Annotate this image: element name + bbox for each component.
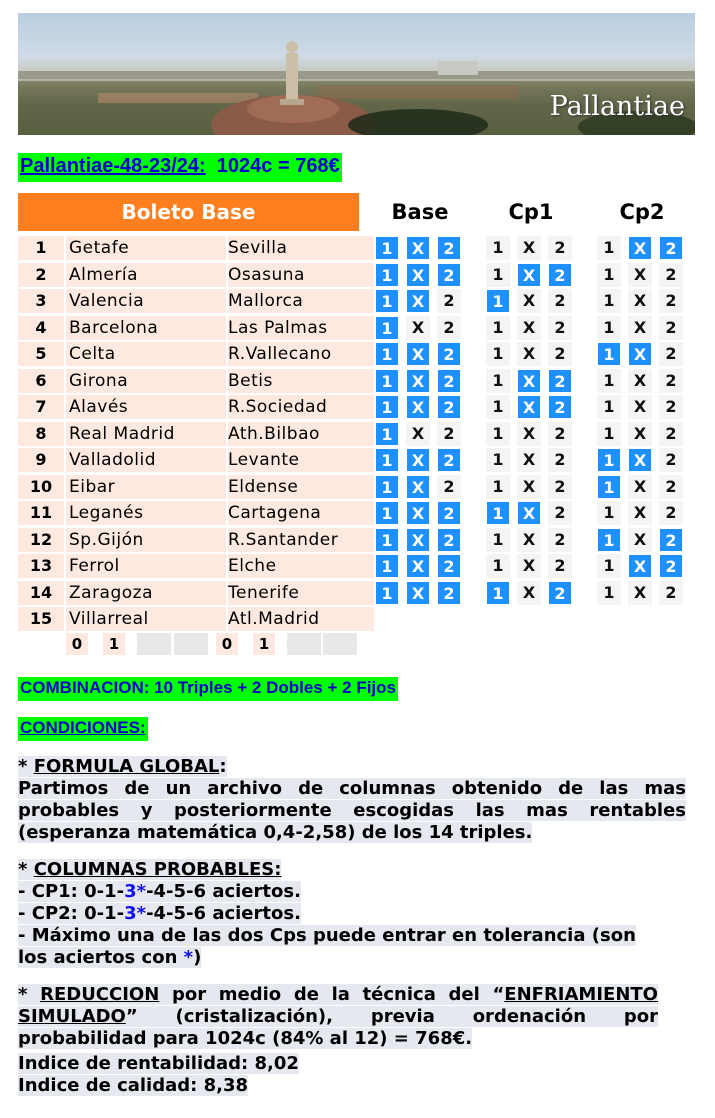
cp2-sign-2: 2: [659, 289, 683, 313]
home-team: Eibar: [66, 475, 226, 499]
cp2-sign-1: 1: [597, 581, 621, 605]
cp2-sign-1: 1: [597, 475, 621, 499]
pleno-away-m: [287, 633, 321, 655]
home-team: Getafe: [66, 236, 226, 260]
home-team: Celta: [66, 342, 226, 366]
away-team: Eldense: [228, 475, 374, 499]
match-number: 10: [18, 475, 64, 499]
pleno-home-m: [137, 633, 171, 655]
match-number: 3: [18, 289, 64, 313]
base-sign-2: 2: [437, 448, 461, 472]
cp2-sign-2: 2: [659, 554, 683, 578]
home-team: Sp.Gijón: [66, 528, 226, 552]
match-row: [18, 475, 359, 499]
base-sign-1: 1: [375, 554, 399, 578]
cp1-sign-1: 1: [486, 581, 510, 605]
pleno-away-1: 1: [253, 633, 275, 655]
cp1-sign-1: 1: [486, 422, 510, 446]
cp2-sign-2: 2: [659, 369, 683, 393]
match-number: 9: [18, 448, 64, 472]
cp1-sign-2: 2: [548, 289, 572, 313]
cp2-sign-X: X: [628, 501, 652, 525]
base-sign-2: 2: [437, 369, 461, 393]
cp2-sign-2: 2: [659, 448, 683, 472]
probables-title-line: * COLUMNAS PROBABLES:: [18, 859, 282, 880]
cp2-sign-X: X: [628, 289, 652, 313]
cp2-sign-1: 1: [597, 448, 621, 472]
match-number: 4: [18, 316, 64, 340]
cp2-sign-X: X: [628, 581, 652, 605]
cp1-sign-X: X: [517, 475, 541, 499]
cp1-sign-X: X: [517, 581, 541, 605]
column-header-base: Base: [391, 200, 449, 224]
base-sign-1: 1: [375, 369, 399, 393]
match-row: [18, 448, 359, 472]
cp1-sign-X: X: [517, 236, 541, 260]
match-number: 6: [18, 369, 64, 393]
match-number: 8: [18, 422, 64, 446]
cp1-sign-1: 1: [486, 289, 510, 313]
base-sign-X: X: [406, 369, 430, 393]
away-team: Tenerife: [228, 581, 374, 605]
cp1-sign-1: 1: [486, 475, 510, 499]
base-sign-1: 1: [375, 236, 399, 260]
away-team: Levante: [228, 448, 374, 472]
cp1-sign-1: 1: [486, 501, 510, 525]
cp1-sign-2: 2: [548, 369, 572, 393]
cp2-sign-X: X: [628, 342, 652, 366]
base-sign-X: X: [406, 501, 430, 525]
base-sign-1: 1: [375, 422, 399, 446]
column-header-cp1: Cp1: [508, 200, 554, 224]
base-sign-2: 2: [437, 475, 461, 499]
home-team: Girona: [66, 369, 226, 393]
cp1-sign-1: 1: [486, 236, 510, 260]
home-team: Zaragoza: [66, 581, 226, 605]
cp1-sign-2: 2: [548, 501, 572, 525]
base-sign-2: 2: [437, 395, 461, 419]
home-team: Barcelona: [66, 316, 226, 340]
cp2-sign-X: X: [628, 395, 652, 419]
cp1-sign-X: X: [517, 263, 541, 287]
cp1-sign-1: 1: [486, 395, 510, 419]
calidad-line: Indice de calidad: 8,38: [18, 1075, 249, 1096]
match-row: [18, 554, 359, 578]
cp2-sign-1: 1: [597, 422, 621, 446]
tolerance-line: - Máximo una de las dos Cps puede entrar en tolerancia (son los aciertos con *): [18, 925, 636, 968]
match-number: 11: [18, 501, 64, 525]
cp2-sign-X: X: [628, 554, 652, 578]
match-row: [18, 316, 359, 340]
match-row: [18, 501, 359, 525]
match-row: [18, 395, 359, 419]
away-team: Sevilla: [228, 236, 374, 260]
title-code: Pallantiae-48-23/24:: [20, 155, 206, 177]
pleno-away-0: 0: [216, 633, 238, 655]
base-sign-X: X: [406, 581, 430, 605]
match-number: 5: [18, 342, 64, 366]
base-sign-1: 1: [375, 448, 399, 472]
base-sign-1: 1: [375, 395, 399, 419]
match-number: 15: [18, 607, 64, 631]
base-sign-X: X: [406, 342, 430, 366]
base-sign-X: X: [406, 289, 430, 313]
cp1-sign-1: 1: [486, 528, 510, 552]
cp2-sign-2: 2: [659, 422, 683, 446]
match-row: [18, 289, 359, 313]
base-sign-2: 2: [437, 422, 461, 446]
cp2-sign-1: 1: [597, 289, 621, 313]
base-sign-2: 2: [437, 342, 461, 366]
cp1-sign-X: X: [517, 316, 541, 340]
cp2-sign-X: X: [628, 475, 652, 499]
home-team: Ferrol: [66, 554, 226, 578]
base-sign-X: X: [406, 263, 430, 287]
cp1-sign-2: 2: [548, 395, 572, 419]
cp2-sign-2: 2: [659, 528, 683, 552]
cp1-sign-2: 2: [548, 342, 572, 366]
base-sign-2: 2: [437, 316, 461, 340]
match-row: [18, 236, 359, 260]
cp2-sign-2: 2: [659, 581, 683, 605]
cp1-sign-1: 1: [486, 448, 510, 472]
cp1-sign-1: 1: [486, 554, 510, 578]
cp1-sign-2: 2: [548, 581, 572, 605]
cp2-sign-X: X: [628, 528, 652, 552]
base-sign-1: 1: [375, 342, 399, 366]
cp2-sign-1: 1: [597, 554, 621, 578]
base-sign-X: X: [406, 475, 430, 499]
probables-title: COLUMNAS PROBABLES:: [33, 859, 282, 880]
away-team: Elche: [228, 554, 374, 578]
home-team: Alavés: [66, 395, 226, 419]
cp1-sign-X: X: [517, 528, 541, 552]
base-sign-2: 2: [437, 289, 461, 313]
cp2-sign-2: 2: [659, 236, 683, 260]
match-row: [18, 263, 359, 287]
cp1-sign-X: X: [517, 289, 541, 313]
cp2-sign-1: 1: [597, 263, 621, 287]
away-team: Atl.Madrid: [228, 607, 374, 631]
match-row: [18, 528, 359, 552]
match-row: [18, 369, 359, 393]
base-sign-2: 2: [437, 263, 461, 287]
cp2-line: - CP2: 0-1-3*-4-5-6 aciertos.: [18, 903, 301, 924]
base-sign-X: X: [406, 236, 430, 260]
brand-logo-text: Pallantiae: [549, 91, 685, 122]
cp2-sign-X: X: [628, 448, 652, 472]
base-sign-1: 1: [375, 501, 399, 525]
home-team: Valencia: [66, 289, 226, 313]
away-team: Mallorca: [228, 289, 374, 313]
match-row: [18, 607, 359, 631]
match-number: 12: [18, 528, 64, 552]
condiciones-text: CONDICIONES:: [20, 718, 146, 737]
quiniela-title: [18, 153, 342, 182]
cp1-sign-2: 2: [548, 528, 572, 552]
combinacion-text: COMBINACION: 10 Triples + 2 Dobles + 2 Fijos: [20, 678, 396, 697]
cp1-sign-2: 2: [548, 554, 572, 578]
cp1-sign-X: X: [517, 422, 541, 446]
formula-body: Partimos de un archivo de columnas obtenido de las mas probables y posteriormente escogidas las mas rentables (esperanza matemática 0,4-2,58) de los 14 triples.: [18, 778, 686, 843]
cp1-sign-X: X: [517, 448, 541, 472]
base-sign-X: X: [406, 554, 430, 578]
cp1-sign-2: 2: [548, 448, 572, 472]
match-number: 1: [18, 236, 64, 260]
base-sign-2: 2: [437, 554, 461, 578]
cp1-sign-X: X: [517, 369, 541, 393]
base-sign-2: 2: [437, 581, 461, 605]
base-sign-X: X: [406, 316, 430, 340]
boleto-header: Boleto Base: [18, 193, 359, 231]
home-team: Almería: [66, 263, 226, 287]
cp1-sign-1: 1: [486, 342, 510, 366]
reduccion-title: REDUCCION: [40, 984, 160, 1005]
formula-title-line: * FORMULA GLOBAL:: [18, 756, 227, 777]
cp2-sign-X: X: [628, 422, 652, 446]
cp2-sign-X: X: [628, 236, 652, 260]
home-team: Valladolid: [66, 448, 226, 472]
base-sign-1: 1: [375, 475, 399, 499]
cp2-sign-X: X: [628, 316, 652, 340]
cp1-sign-X: X: [517, 554, 541, 578]
cp1-sign-2: 2: [548, 263, 572, 287]
match-row: [18, 581, 359, 605]
cp2-sign-1: 1: [597, 342, 621, 366]
cp1-sign-1: 1: [486, 316, 510, 340]
cp2-sign-1: 1: [597, 236, 621, 260]
base-sign-X: X: [406, 395, 430, 419]
match-number: 7: [18, 395, 64, 419]
cp2-sign-X: X: [628, 369, 652, 393]
cp2-sign-1: 1: [597, 395, 621, 419]
cp2-sign-2: 2: [659, 263, 683, 287]
pleno-home-0: 0: [66, 633, 88, 655]
base-sign-1: 1: [375, 581, 399, 605]
match-row: [18, 342, 359, 366]
cp1-sign-2: 2: [548, 422, 572, 446]
cp1-sign-X: X: [517, 395, 541, 419]
cp1-sign-2: 2: [548, 236, 572, 260]
reduccion-text: * REDUCCION por medio de la técnica del “ENFRIAMIENTO SIMULADO” (cristalización), previa ordenación por probabilidad para 1024c (84% al 12) = 768€.: [18, 984, 658, 1049]
cp1-sign-1: 1: [486, 369, 510, 393]
base-sign-1: 1: [375, 528, 399, 552]
match-number: 14: [18, 581, 64, 605]
combinacion-heading: [18, 677, 398, 701]
pleno-home-1: 1: [103, 633, 125, 655]
cp2-sign-1: 1: [597, 369, 621, 393]
pleno-away-m2: [323, 633, 357, 655]
away-team: Osasuna: [228, 263, 374, 287]
away-team: R.Vallecano: [228, 342, 374, 366]
cp1-sign-X: X: [517, 342, 541, 366]
cp2-sign-1: 1: [597, 528, 621, 552]
cp2-sign-2: 2: [659, 316, 683, 340]
home-team: Leganés: [66, 501, 226, 525]
home-team: Villarreal: [66, 607, 226, 631]
base-sign-X: X: [406, 448, 430, 472]
cp1-sign-2: 2: [548, 475, 572, 499]
base-sign-1: 1: [375, 289, 399, 313]
away-team: R.Santander: [228, 528, 374, 552]
base-sign-1: 1: [375, 316, 399, 340]
away-team: Cartagena: [228, 501, 374, 525]
base-sign-2: 2: [437, 501, 461, 525]
condiciones-heading: [18, 717, 148, 741]
formula-title: FORMULA GLOBAL: [33, 756, 220, 777]
away-team: Las Palmas: [228, 316, 374, 340]
base-sign-2: 2: [437, 236, 461, 260]
cp1-line: - CP1: 0-1-3*-4-5-6 aciertos.: [18, 881, 301, 902]
match-row: [18, 422, 359, 446]
cp1-sign-2: 2: [548, 316, 572, 340]
base-sign-2: 2: [437, 528, 461, 552]
cp2-sign-2: 2: [659, 342, 683, 366]
rentabilidad-line: Indice de rentabilidad: 8,02: [18, 1053, 299, 1074]
header-banner: [18, 13, 695, 135]
cp1-sign-X: X: [517, 501, 541, 525]
base-sign-1: 1: [375, 263, 399, 287]
cp1-sign-1: 1: [486, 263, 510, 287]
cp2-sign-2: 2: [659, 475, 683, 499]
home-team: Real Madrid: [66, 422, 226, 446]
title-price: 1024c = 768€: [216, 155, 340, 177]
match-number: 2: [18, 263, 64, 287]
base-sign-X: X: [406, 528, 430, 552]
cp2-sign-X: X: [628, 263, 652, 287]
cp2-sign-1: 1: [597, 501, 621, 525]
cp2-sign-2: 2: [659, 395, 683, 419]
base-sign-X: X: [406, 422, 430, 446]
cp2-sign-1: 1: [597, 316, 621, 340]
cp2-sign-2: 2: [659, 501, 683, 525]
match-number: 13: [18, 554, 64, 578]
away-team: Betis: [228, 369, 374, 393]
pleno-home-m2: [174, 633, 208, 655]
column-header-cp2: Cp2: [619, 200, 665, 224]
away-team: R.Sociedad: [228, 395, 374, 419]
away-team: Ath.Bilbao: [228, 422, 374, 446]
